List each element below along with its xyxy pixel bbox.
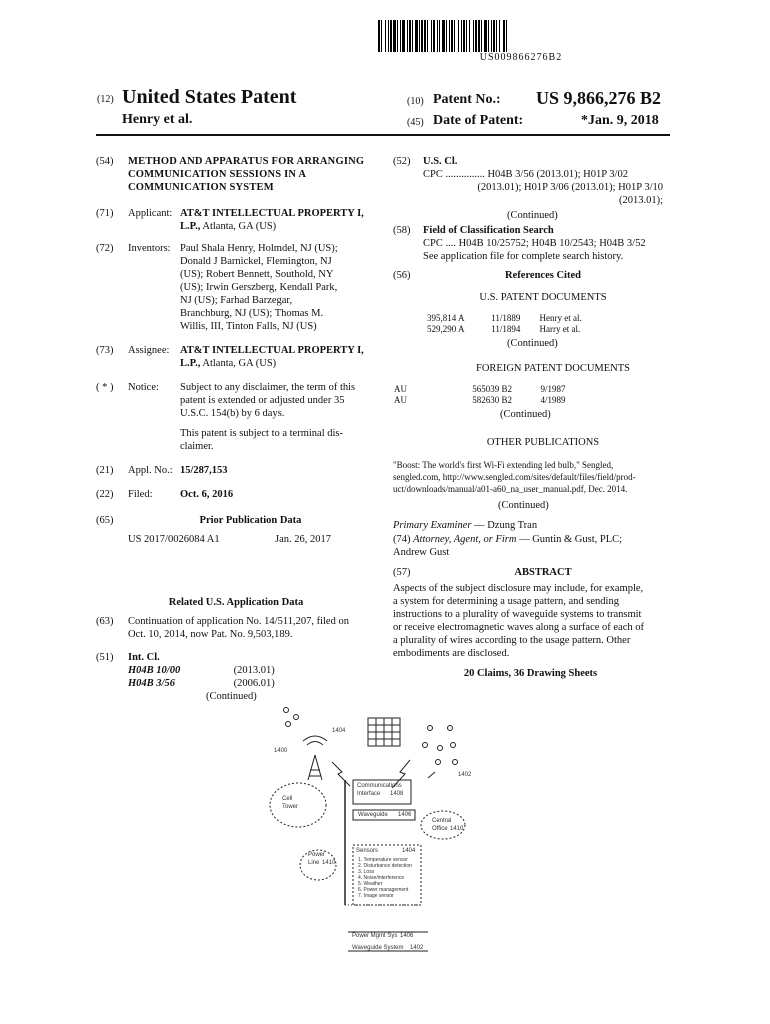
inventors-line: (US); Robert Bennett, Southold, NY bbox=[180, 269, 334, 280]
inventors-code: (72) bbox=[96, 243, 114, 254]
related-line: Oct. 10, 2014, now Pat. No. 9,503,189. bbox=[128, 629, 293, 640]
sensor-item: 3. Loss bbox=[358, 869, 375, 875]
assignee-code: (73) bbox=[96, 345, 114, 356]
ref-1404: 1404 bbox=[332, 728, 346, 734]
applicant-code: (71) bbox=[96, 208, 114, 219]
waveguide-sys-ref: 1402 bbox=[410, 945, 424, 951]
us-doc-name: Henry et al. bbox=[539, 313, 582, 323]
assignee-location: Atlanta, GA (US) bbox=[202, 358, 277, 369]
cpc-text bbox=[423, 168, 663, 207]
notice-line: claimer. bbox=[180, 441, 214, 452]
other-title: OTHER PUBLICATIONS bbox=[486, 437, 600, 448]
notice-line: This patent is subject to a terminal dis- bbox=[180, 428, 344, 439]
us-doc-date: 11/1889 bbox=[491, 313, 521, 323]
sensor-item: 4. Noise/interference bbox=[358, 875, 405, 881]
related-line: Continuation of application No. 14/511,207, filed on bbox=[128, 616, 349, 627]
prior-pub: US 2017/0026084 A1 bbox=[128, 534, 220, 545]
related-code: (63) bbox=[96, 616, 114, 627]
cell-tower-label: Tower bbox=[282, 804, 299, 810]
applicant-name: AT&T INTELLECTUAL PROPERTY I, L.P., bbox=[180, 208, 364, 232]
cpc-line: (2013.01); H01P 3/06 (2013.01); H01P 3/10 bbox=[477, 182, 663, 193]
filed-label: Filed: bbox=[128, 489, 153, 500]
patent-title: METHOD AND APPARATUS FOR ARRANGING COMMUNICATION SESSIONS IN A COMMUNICATION SYSTEM bbox=[128, 156, 365, 193]
appl-label: Appl. No.: bbox=[128, 465, 173, 476]
assignee-label: Assignee: bbox=[128, 345, 170, 356]
notice-line: patent is extended or adjusted under 35 bbox=[180, 395, 345, 406]
us-doc-no: 529,290 A bbox=[427, 324, 465, 334]
field-line: See application file for complete search history. bbox=[423, 251, 624, 262]
us-doc-no: 395,814 A bbox=[427, 313, 465, 323]
attorney-code: (74) bbox=[393, 534, 411, 545]
sensor-item: 5. Weather bbox=[358, 881, 383, 887]
date-code: (45) bbox=[407, 117, 424, 128]
waveguide-box-label: Waveguide bbox=[358, 812, 388, 818]
applicant-location: Atlanta, GA (US) bbox=[202, 221, 277, 232]
foreign-date: 9/1987 bbox=[540, 384, 566, 394]
inventors-line: NJ (US); Farhad Barzegar, bbox=[180, 295, 293, 306]
uscl-label: U.S. Cl. bbox=[423, 156, 458, 167]
ref-1402: 1402 bbox=[458, 772, 472, 778]
abstract-line: a plurality of wires according to the usage pattern. Other bbox=[393, 635, 631, 646]
assignee-name: AT&T INTELLECTUAL PROPERTY I, L.P., bbox=[180, 345, 364, 369]
barcode bbox=[378, 20, 664, 52]
notice-label: Notice: bbox=[128, 382, 159, 393]
field-label: Field of Classification Search bbox=[423, 225, 554, 236]
intcl-code: (51) bbox=[96, 652, 114, 663]
refs-code: (56) bbox=[393, 270, 411, 281]
title-code: (54) bbox=[96, 156, 114, 167]
field-line: CPC .... H04B 10/25752; H04B 10/2543; H04B 3/52 bbox=[423, 238, 646, 249]
patent-no-label: Patent No.: bbox=[433, 92, 501, 107]
intcl-row bbox=[128, 664, 275, 677]
attorney-name: — Guntin & Gust, PLC; bbox=[519, 534, 623, 545]
filed-code: (22) bbox=[96, 489, 114, 500]
other-line: uct/downloads/manual/a01-a60_na_user_manual.pdf, Dec. 2014. bbox=[393, 484, 628, 494]
attorney bbox=[393, 533, 622, 546]
comm-ref: 1408 bbox=[390, 791, 404, 797]
abstract-line: or receive electromagnetic waves along a surface of each of bbox=[393, 622, 644, 633]
examiner-label: Primary Examiner bbox=[393, 520, 472, 531]
examiner-name: — Dzung Tran bbox=[474, 520, 538, 531]
foreign-cc: AU bbox=[394, 384, 407, 394]
comm-interface-label: Communications bbox=[357, 783, 402, 789]
appl-code: (21) bbox=[96, 465, 114, 476]
prior-title: Prior Publication Data bbox=[199, 515, 302, 526]
notice-code: ( * ) bbox=[96, 382, 114, 393]
header-rule bbox=[96, 134, 670, 136]
notice-line: Subject to any disclaimer, the term of this bbox=[180, 382, 356, 393]
uscl-code: (52) bbox=[393, 156, 411, 167]
intcl-class: H04B 10/00 bbox=[128, 665, 181, 676]
related-text bbox=[128, 615, 378, 641]
prior-date: Jan. 26, 2017 bbox=[275, 534, 331, 545]
other-text bbox=[393, 459, 668, 495]
foreign-cc: AU bbox=[394, 395, 407, 405]
abstract-title: ABSTRACT bbox=[514, 567, 572, 578]
abstract-line: a system for determining a usage pattern, and sending bbox=[393, 596, 619, 607]
power-line-label-2: Line bbox=[308, 860, 320, 866]
abstract-line: embodiments are disclosed. bbox=[393, 648, 510, 659]
foreign-date: 4/1989 bbox=[540, 395, 566, 405]
foreign-doc-row bbox=[394, 384, 566, 395]
uscl-continued: (Continued) bbox=[507, 210, 558, 221]
abstract-line: instructions to a plurality of waveguide systems to transmit bbox=[393, 609, 642, 620]
prior-code: (65) bbox=[96, 515, 114, 526]
abstract-text bbox=[393, 582, 668, 660]
filed-date: Oct. 6, 2016 bbox=[180, 489, 234, 500]
inventors-line: Paul Shala Henry, Holmdel, NJ (US); bbox=[180, 243, 338, 254]
power-mgmt-label: Power Mgmt Sys bbox=[352, 933, 398, 939]
attorney-name-2: Andrew Gust bbox=[393, 547, 450, 558]
inventors-line: Willis, III, Tinton Falls, NJ (US) bbox=[180, 321, 317, 332]
sensor-item: 6. Power management bbox=[358, 887, 409, 893]
field-code: (58) bbox=[393, 225, 411, 236]
applicant bbox=[180, 207, 370, 233]
sensors-title: Sensors bbox=[356, 848, 379, 854]
foreign-no: 582630 B2 bbox=[472, 395, 513, 405]
power-ref: 1410 bbox=[322, 860, 336, 866]
inventors-line: Donald J Barnickel, Flemington, NJ bbox=[180, 256, 332, 267]
notice-text bbox=[180, 381, 380, 453]
intcl-class: H04B 3/56 bbox=[128, 678, 175, 689]
inventors-label: Inventors: bbox=[128, 243, 171, 254]
us-docs-title: U.S. PATENT DOCUMENTS bbox=[479, 292, 607, 303]
barcode-bar bbox=[507, 20, 509, 52]
waveguide-ref: 1406 bbox=[398, 812, 412, 818]
intcl-continued: (Continued) bbox=[206, 691, 257, 702]
field-text bbox=[423, 237, 668, 263]
date-label: Date of Patent: bbox=[433, 113, 524, 128]
examiner bbox=[393, 519, 537, 532]
us-docs-continued: (Continued) bbox=[507, 338, 558, 349]
representative-figure bbox=[260, 700, 485, 975]
notice-line: U.S.C. 154(b) by 6 days. bbox=[180, 408, 285, 419]
comm-interface-label-2: Interface bbox=[357, 791, 381, 797]
inventor-short: Henry et al. bbox=[122, 112, 193, 127]
intcl-row bbox=[128, 677, 275, 690]
sensor-list bbox=[358, 857, 412, 899]
foreign-continued: (Continued) bbox=[500, 409, 551, 420]
cell-label: Cell bbox=[282, 796, 293, 802]
ref-1400: 1400 bbox=[274, 748, 288, 754]
refs-label: References Cited bbox=[505, 270, 581, 281]
power-line-label: Power bbox=[308, 852, 326, 858]
central-office-label-2: Office bbox=[432, 826, 448, 832]
central-ref: 1410 bbox=[450, 826, 464, 832]
foreign-no: 565039 B2 bbox=[472, 384, 513, 394]
central-office-label: Central bbox=[432, 818, 452, 824]
waveguide-sys-label: Waveguide System bbox=[352, 945, 404, 951]
patent-no: US 9,866,276 B2 bbox=[536, 88, 662, 108]
inventors-line: (US); Irwin Gerszberg, Kendall Park, bbox=[180, 282, 338, 293]
related-title: Related U.S. Application Data bbox=[168, 597, 304, 608]
intcl-year: (2013.01) bbox=[233, 665, 275, 676]
other-line: "Boost: The world's first Wi-Fi extending led bulb," Sengled, bbox=[393, 460, 614, 470]
claims-count: 20 Claims, 36 Drawing Sheets bbox=[463, 668, 598, 679]
us-doc-name: Harry et al. bbox=[539, 324, 581, 334]
patent-no-code: (10) bbox=[407, 96, 424, 107]
other-continued: (Continued) bbox=[498, 500, 549, 511]
doc-code: (12) bbox=[97, 94, 114, 105]
inventors-list bbox=[180, 242, 375, 333]
intcl-label: Int. Cl. bbox=[128, 652, 160, 663]
assignee bbox=[180, 344, 370, 370]
cpc-line: (2013.01); bbox=[618, 195, 663, 206]
applicant-label: Applicant: bbox=[128, 208, 173, 219]
barcode-number: US009866276B2 bbox=[479, 52, 563, 63]
sensor-item: 1. Temperature sensor bbox=[358, 857, 408, 863]
foreign-title: FOREIGN PATENT DOCUMENTS bbox=[475, 363, 631, 374]
sensor-item: 7. Image sensor bbox=[358, 893, 394, 899]
power-mgmt-ref: 1406 bbox=[400, 933, 414, 939]
foreign-doc-row bbox=[394, 395, 566, 406]
other-line: sengled.com, http://www.sengled.com/sites/default/files/field/prod- bbox=[393, 472, 636, 482]
us-doc-row bbox=[427, 324, 580, 335]
intcl-year: (2006.01) bbox=[233, 678, 275, 689]
us-doc-row bbox=[427, 313, 582, 324]
doc-type: United States Patent bbox=[122, 86, 297, 108]
appl-no: 15/287,153 bbox=[180, 465, 228, 476]
cpc-line: CPC ............... H04B 3/56 (2013.01); H01P 3/02 bbox=[423, 169, 628, 180]
sensor-item: 2. Disturbance detection bbox=[358, 863, 412, 869]
attorney-label: Attorney, Agent, or Firm bbox=[413, 534, 517, 545]
patent-date: *Jan. 9, 2018 bbox=[581, 113, 659, 128]
us-doc-date: 11/1894 bbox=[491, 324, 521, 334]
inventors-line: Branchburg, NJ (US); Thomas M. bbox=[180, 308, 324, 319]
abstract-code: (57) bbox=[393, 567, 411, 578]
sensors-ref: 1404 bbox=[402, 848, 416, 854]
abstract-line: Aspects of the subject disclosure may include, for example, bbox=[393, 583, 644, 594]
